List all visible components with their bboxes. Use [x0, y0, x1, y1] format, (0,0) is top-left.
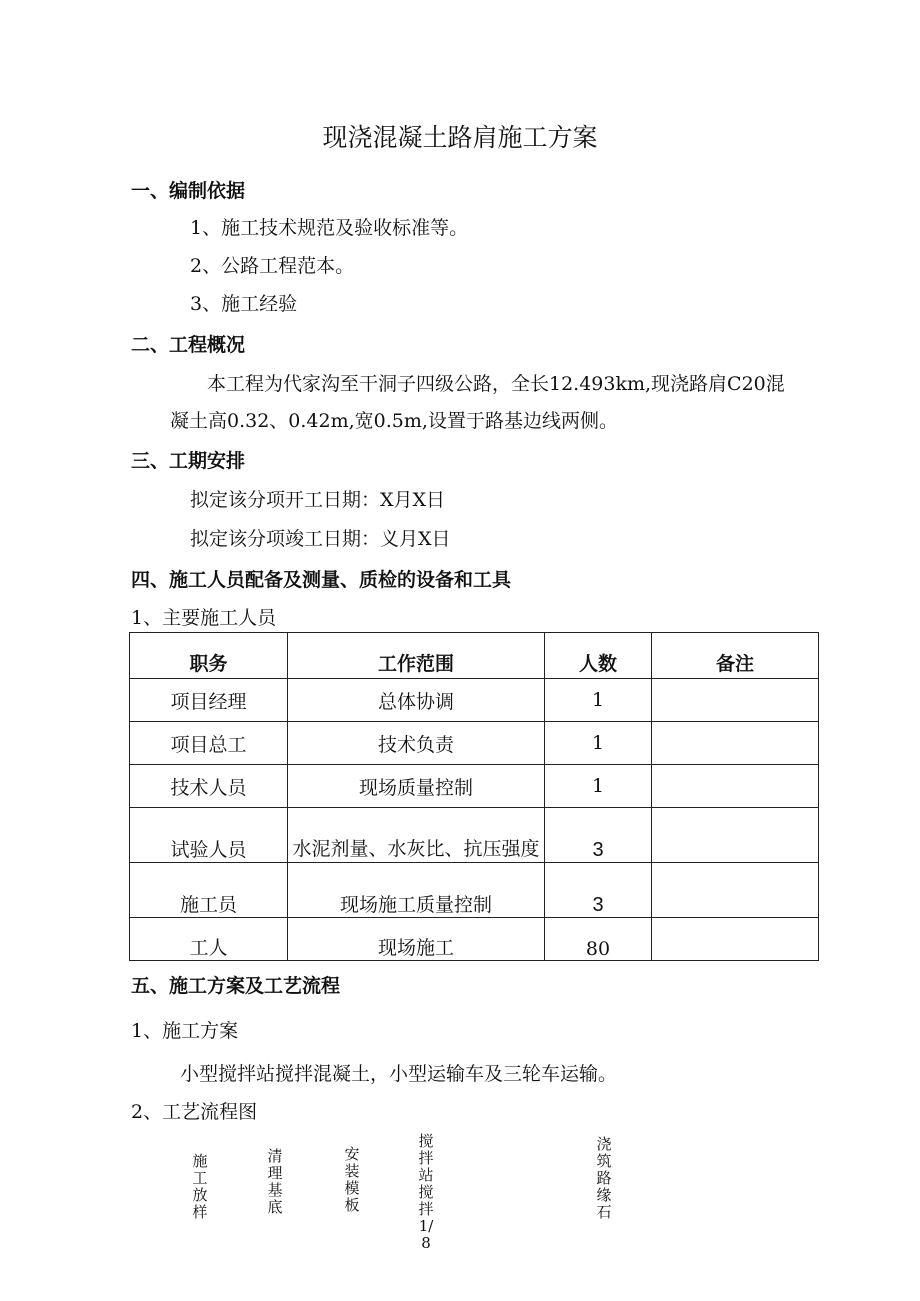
cell-scope: 技术负责 [288, 722, 545, 765]
overview-line-1: 本工程为代家沟至干洞子四级公路，全长12.493km,现浇路肩C20混 [207, 373, 785, 395]
cell-note [652, 863, 819, 918]
flow-step: 清理基底 [267, 1147, 283, 1216]
cell-role: 项目经理 [130, 679, 288, 722]
cell-count: 1 [545, 765, 652, 808]
cell-note [652, 679, 819, 722]
section-5-heading: 五、施工方案及工艺流程 [131, 975, 341, 997]
cell-role: 工人 [130, 918, 288, 961]
table-row [130, 918, 819, 961]
cell-role: 施工员 [130, 863, 288, 918]
document-title: 现浇混凝土路肩施工方案 [322, 123, 598, 152]
flow-step: 浇筑路缘石 [596, 1135, 612, 1221]
cell-scope: 总体协调 [288, 679, 545, 722]
cell-note [652, 765, 819, 808]
cell-scope: 现场施工质量控制 [288, 863, 545, 918]
cell-note [652, 808, 819, 863]
overview-line-2: 凝土高0.32、0.42m,宽0.5m,设置于路基边线两侧。 [170, 410, 618, 432]
cell-count: 3 [545, 863, 652, 918]
table-row [130, 765, 819, 808]
start-date: 拟定该分项开工日期：X月X日 [190, 489, 446, 511]
cell-role: 项目总工 [130, 722, 288, 765]
section-3-heading: 三、工期安排 [131, 450, 246, 472]
cell-scope: 现场施工 [288, 918, 545, 961]
header-role: 职务 [130, 633, 288, 679]
staff-table [129, 632, 819, 961]
cell-note [652, 722, 819, 765]
table-header-row [130, 633, 819, 679]
section-4-heading: 四、施工人员配备及测量、质检的设备和工具 [131, 569, 512, 591]
cell-role: 技术人员 [130, 765, 288, 808]
flow-subheading: 2、工艺流程图 [131, 1101, 258, 1123]
end-date: 拟定该分项竣工日期：义月X日 [190, 528, 451, 550]
basis-item-3: 3、施工经验 [190, 293, 298, 315]
basis-item-1: 1、施工技术规范及验收标准等。 [190, 217, 469, 239]
plan-text: 小型搅拌站搅拌混凝土，小型运输车及三轮车运输。 [180, 1063, 618, 1085]
table-row [130, 679, 819, 722]
header-count: 人数 [545, 633, 652, 679]
flow-step: 搅拌站搅拌1/8 [418, 1132, 434, 1252]
cell-scope: 水泥剂量、水灰比、抗压强度 [288, 808, 545, 863]
flow-step: 施工放样 [192, 1152, 208, 1221]
cell-count: 3 [545, 808, 652, 863]
header-scope: 工作范围 [288, 633, 545, 679]
staff-subheading: 1、主要施工人员 [131, 607, 277, 629]
cell-role: 试验人员 [130, 808, 288, 863]
basis-item-2: 2、公路工程范本。 [190, 255, 355, 277]
cell-scope: 现场质量控制 [288, 765, 545, 808]
cell-count: 1 [545, 679, 652, 722]
plan-subheading: 1、施工方案 [131, 1020, 239, 1042]
cell-count: 1 [545, 722, 652, 765]
table-row [130, 808, 819, 863]
table-row [130, 863, 819, 918]
section-1-heading: 一、编制依据 [131, 180, 246, 202]
flow-step: 安装模板 [344, 1145, 360, 1214]
section-2-heading: 二、工程概况 [131, 334, 246, 356]
table-row [130, 722, 819, 765]
cell-count: 80 [545, 918, 652, 961]
cell-note [652, 918, 819, 961]
header-note: 备注 [652, 633, 819, 679]
